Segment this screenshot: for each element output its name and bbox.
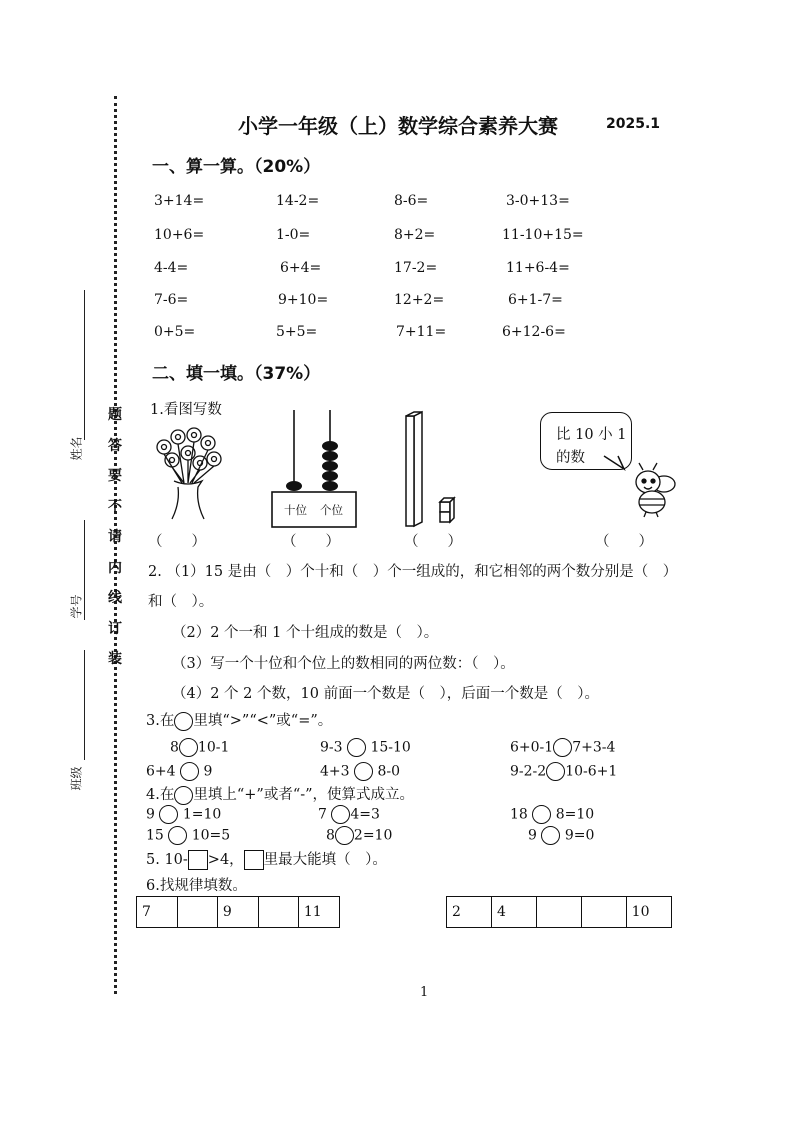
q6-label: 6.找规律填数。 [146, 878, 247, 894]
equation: 11+6-4= [506, 260, 570, 276]
q3-right: 8-0 [377, 763, 400, 780]
equation: 17-2= [394, 260, 438, 276]
q3-left: 6+4 [146, 763, 176, 780]
pattern-cell: 7 [137, 897, 178, 928]
q4-item [318, 805, 380, 824]
q1-answer-blank[interactable]: （ ） [148, 534, 206, 550]
q5-part1: 5. 10- [146, 852, 188, 868]
q4-item [326, 826, 392, 845]
bee-picture [626, 462, 678, 518]
equation: 1-0= [276, 227, 311, 243]
q1-label: 1.看图写数 [150, 402, 222, 418]
q4-right: 2=10 [353, 827, 393, 844]
class-field-line[interactable] [84, 650, 85, 760]
pattern-cell: 4 [492, 897, 537, 928]
q3-left: 9-3 [320, 739, 343, 756]
q4-item [146, 826, 230, 845]
q3-label-pre: 3.在 [146, 713, 175, 729]
q4-left: 18 [510, 806, 528, 823]
answer-box-icon [244, 850, 264, 870]
answer-circle[interactable] [331, 805, 350, 824]
notice-char: 要 [108, 468, 122, 484]
q4-left: 9 [528, 827, 537, 844]
answer-circle[interactable] [159, 805, 178, 824]
pattern-cell-blank[interactable] [177, 897, 217, 928]
answer-circle[interactable] [553, 738, 572, 757]
pattern-table-1 [136, 896, 340, 928]
answer-circle[interactable] [335, 826, 354, 845]
answer-circle[interactable] [168, 826, 187, 845]
equation: 0+5= [154, 324, 196, 340]
q4-label-post: 里填上“+”或者“-”，使算式成立。 [193, 787, 415, 803]
q4-item [146, 805, 221, 824]
operator-circle-icon [174, 786, 193, 805]
q2-part3: （3）写一个十位和个位上的数相同的两位数：（ ）。 [172, 656, 515, 672]
pattern-table-2 [446, 896, 672, 928]
equation: 10+6= [154, 227, 205, 243]
ten-rod-and-cubes-picture [402, 410, 462, 528]
q1-answer-blank[interactable]: （ ） [595, 534, 653, 550]
q3-instruction [146, 709, 332, 731]
equation: 9+10= [278, 292, 329, 308]
answer-box[interactable] [188, 850, 208, 870]
equation: 8-6= [394, 193, 429, 209]
q3-left: 9-2-2 [510, 763, 547, 780]
q4-label-pre: 4.在 [146, 787, 175, 803]
pattern-cell-blank[interactable] [258, 897, 298, 928]
notice-char: 订 [108, 620, 122, 637]
student-no-label: 学号 [69, 594, 84, 619]
q4-instruction [146, 783, 414, 805]
equation: 7+11= [396, 324, 447, 340]
q4-right: 8=10 [555, 806, 595, 823]
abacus-tens-label: 十位 [284, 503, 307, 517]
q3-right: 9 [203, 763, 213, 780]
notice-char: 不 [108, 498, 122, 515]
q4-item [528, 826, 594, 845]
page-number: 1 [420, 985, 429, 1000]
q3-item [146, 762, 212, 781]
equation: 6+12-6= [502, 324, 566, 340]
binding-notice [104, 400, 126, 675]
name-field-line[interactable] [84, 290, 85, 440]
q4-left: 8 [326, 827, 335, 844]
pattern-cell-blank[interactable] [581, 897, 626, 928]
equation: 6+1-7= [508, 292, 563, 308]
name-label: 姓名 [69, 436, 84, 461]
notice-char: 装 [108, 651, 122, 667]
q4-right: 9=0 [564, 827, 595, 844]
equation: 3-0+13= [506, 193, 570, 209]
compare-circle-icon [174, 712, 193, 731]
q3-item [320, 738, 411, 757]
q4-right: 1=10 [182, 806, 222, 823]
q4-item [510, 805, 594, 824]
equation: 8+2= [394, 227, 436, 243]
abacus-picture [268, 408, 358, 528]
q3-right: 15-10 [370, 739, 411, 756]
q4-left: 9 [146, 806, 155, 823]
equation: 14-2= [276, 193, 320, 209]
q3-left: 6+0-1 [510, 739, 554, 756]
q3-label-post: 里填“>”“<”或“=”。 [193, 713, 333, 729]
exam-date: 2025.1 [606, 116, 661, 132]
notice-char: 线 [108, 590, 122, 606]
q3-right: 7+3-4 [572, 739, 616, 756]
q3-item [320, 762, 400, 781]
q2-part2: （2）2 个一和 1 个十组成的数是（ ）。 [172, 625, 439, 641]
q2-part1: 2. （1）15 是由（ ）个十和（ ）个一组成的，和它相邻的两个数分别是（ ） [148, 564, 678, 580]
q1-answer-blank[interactable]: （ ） [282, 534, 340, 550]
answer-circle[interactable] [354, 762, 373, 781]
q4-left: 15 [146, 827, 164, 844]
class-label: 班级 [69, 766, 84, 791]
equation: 7-6= [154, 292, 189, 308]
answer-circle[interactable] [347, 738, 366, 757]
answer-circle[interactable] [546, 762, 565, 781]
page-title: 小学一年级（上）数学综合素养大赛 [238, 114, 558, 138]
q5-part3: 里最大能填（ ）。 [263, 852, 387, 868]
notice-char: 答 [108, 437, 122, 454]
q3-left: 4+3 [320, 763, 350, 780]
q5-question [146, 848, 387, 870]
equation: 4-4= [154, 260, 189, 276]
answer-circle[interactable] [532, 805, 551, 824]
q4-right: 4=3 [350, 806, 380, 823]
answer-circle[interactable] [541, 826, 560, 845]
q3-item [510, 738, 615, 757]
q3-item [510, 762, 617, 781]
answer-circle[interactable] [179, 738, 198, 757]
equation: 3+14= [154, 193, 205, 209]
q3-right: 10-6+1 [565, 763, 618, 780]
pattern-cell: 2 [447, 897, 492, 928]
section1-heading: 一、算一算。（20%） [152, 157, 321, 177]
pattern-cell: 9 [217, 897, 258, 928]
flower-vase-picture [148, 425, 228, 520]
q2-part1-cont: 和（ ）。 [148, 594, 214, 610]
notice-char: 题 [108, 407, 122, 423]
q3-item [170, 738, 229, 757]
q5-part2: >4， [207, 852, 244, 868]
q1-answer-blank[interactable]: （ ） [404, 534, 462, 550]
pattern-cell: 10 [626, 897, 671, 928]
q2-part4: （4）2 个 2 个数，10 前面一个数是（ ），后面一个数是（ ）。 [172, 686, 600, 702]
notice-char: 请 [108, 529, 122, 545]
equation: 11-10+15= [502, 227, 584, 243]
equation: 12+2= [394, 292, 445, 308]
bubble-text-line1: 比 10 小 1 [556, 427, 627, 443]
answer-circle[interactable] [180, 762, 199, 781]
notice-char: 内 [108, 559, 122, 576]
q4-left: 7 [318, 806, 327, 823]
equation: 6+4= [280, 260, 322, 276]
pattern-cell: 11 [298, 897, 339, 928]
equation: 5+5= [276, 324, 318, 340]
q3-right: 10-1 [197, 739, 230, 756]
section2-heading: 二、填一填。（37%） [152, 364, 321, 384]
abacus-ones-label: 个位 [320, 503, 343, 517]
pattern-cell-blank[interactable] [537, 897, 582, 928]
q4-right: 10=5 [191, 827, 231, 844]
bubble-text-line2: 的数 [556, 450, 585, 466]
q3-left: 8 [170, 739, 179, 756]
